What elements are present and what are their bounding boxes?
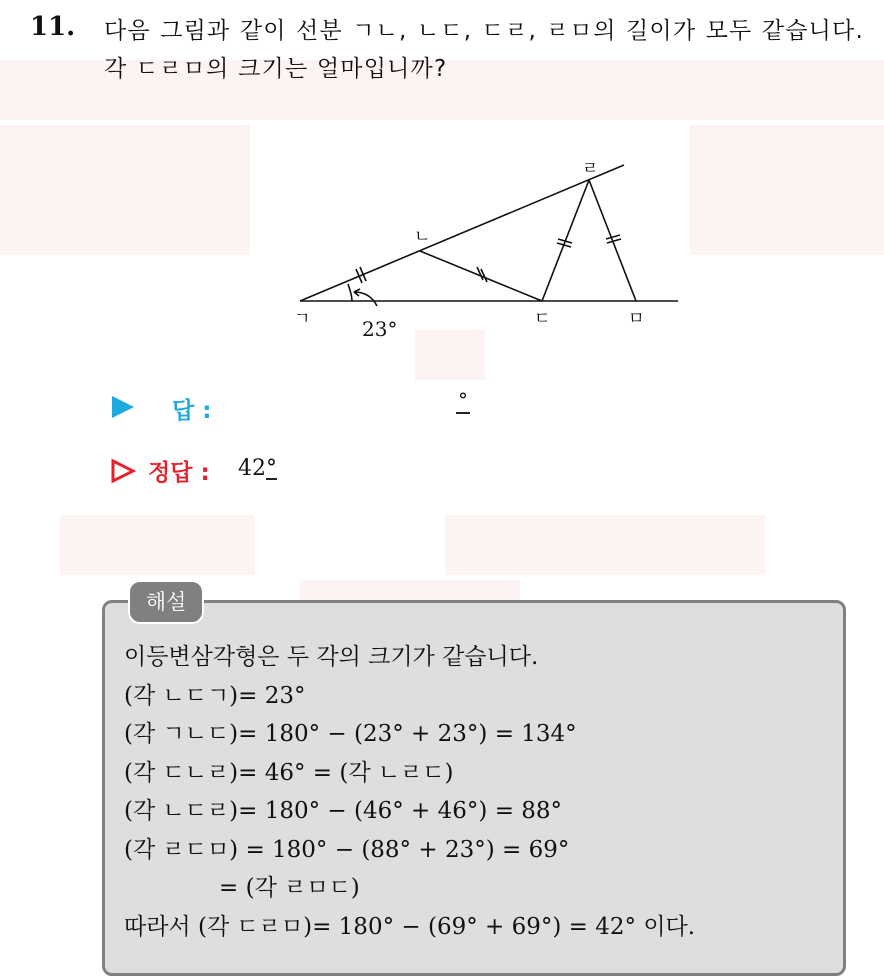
correct-answer-value xyxy=(238,456,277,481)
segment-de xyxy=(589,180,636,301)
solution-line: (각 ㄴㄷㄹ)= 180° − (46° + 46°) = 88° xyxy=(124,798,563,824)
watermark-block xyxy=(60,515,255,575)
solution-line: = (각 ㄹㅁㄷ) xyxy=(124,875,360,901)
watermark-block xyxy=(445,515,765,575)
tick-bc-2 xyxy=(481,269,487,282)
point-label-a: ㄱ xyxy=(294,309,311,329)
ray-line xyxy=(300,165,624,301)
question-number: 11. xyxy=(30,12,76,42)
solution-text xyxy=(124,638,824,946)
solution-line: 이등변삼각형은 두 각의 크기가 같습니다. xyxy=(124,644,539,670)
question-text: 다음 그림과 같이 선분 ㄱㄴ, ㄴㄷ, ㄷㄹ, ㄹㅁ의 길이가 모두 같습니다. 각 ㄷㄹㅁ의 크기는 얼마입니까? xyxy=(104,18,864,82)
correct-value-number: 42 xyxy=(238,456,266,481)
angle-arc xyxy=(348,284,352,301)
solution-line: 따라서 (각 ㄷㄹㅁ)= 180° − (69° + 69°) = 42° 이다. xyxy=(124,913,696,940)
point-label-b: ㄴ xyxy=(414,227,431,247)
point-label-d: ㄹ xyxy=(582,159,599,179)
solution-line: (각 ㄴㄷㄱ)= 23° xyxy=(124,682,306,709)
solution-line: (각 ㄱㄴㄷ)= 180° − (23° + 23°) = 134° xyxy=(124,721,577,747)
point-label-c: ㄷ xyxy=(534,309,551,329)
angle-label: 23° xyxy=(362,317,398,341)
tick-bc-1 xyxy=(477,267,483,280)
correct-value-unit: ° xyxy=(266,456,277,481)
answer-row xyxy=(110,388,530,426)
tick-de-1 xyxy=(606,235,620,239)
watermark-block xyxy=(300,580,520,600)
point-label-e: ㅁ xyxy=(628,309,645,329)
answer-label: 답 : xyxy=(172,398,212,424)
correct-answer-row xyxy=(110,454,410,488)
watermark-block xyxy=(0,125,250,255)
solution-line: (각 ㄹㄷㅁ) = 180° − (88° + 23°) = 69° xyxy=(124,836,570,863)
answer-blank[interactable]: ° xyxy=(458,388,468,412)
solution-tab: 해설 xyxy=(128,580,204,624)
outline-arrow-icon xyxy=(110,458,136,484)
watermark-block xyxy=(690,125,884,255)
solution-line: (각 ㄷㄴㄹ)= 46° = (각 ㄴㄹㄷ) xyxy=(124,759,454,786)
play-arrow-icon xyxy=(110,394,136,420)
geometry-figure xyxy=(280,150,700,350)
correct-answer-label: 정답 : xyxy=(148,460,210,486)
